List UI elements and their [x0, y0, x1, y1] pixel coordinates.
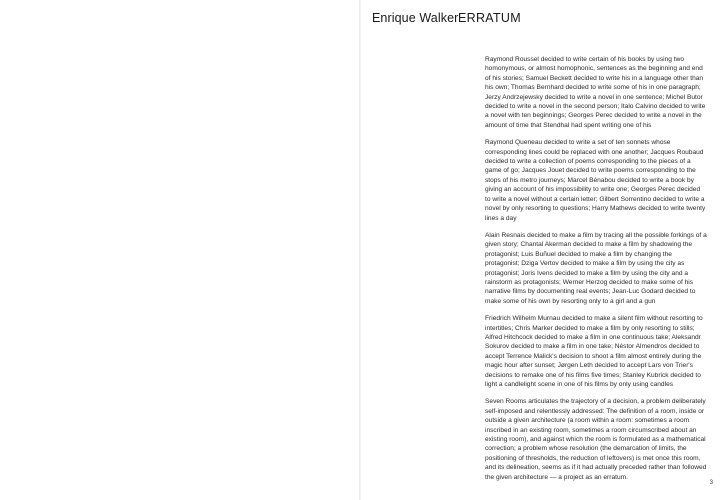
body-text — [485, 55, 707, 490]
chapter-title: ERRATUM — [458, 11, 521, 25]
paragraph: Raymond Queneau decided to write a set of ten sonnets whose corresponding lines could be replaced with one another; Jacques Roubaud decided to write a collection of poems corresponding to the pieces of a game of go; Jacques Jouet decided to write poems corresponding to the stops of his metro journeys; Marcel Bénabou decided to write a book by giving an account of his impossibility to write one; Georges Perec decided to write a novel without a certain letter; Gilbert Sorrentino decided to write a novel by only resorting to questions; Harry Mathews decided to write twenty lines a day — [485, 139, 706, 222]
paragraph: Seven Rooms articulates the trajectory of a decision, a problem deliberately self-imposed and relentlessly addressed: The definition of a room, inside or outside a given architecture (a room within a room: sometimes a room inscribed in an existing room, sometimes a room circumscribed about an existing room), and against which the room is formulated as a mathematical correction; a problem whose resolution (the demarcation of limits, the positioning of thresholds, the reduction of leftovers) is met once this room, and its delineation, seems as if it had actually preceded rather than followed the given architecture — a project as an erratum. — [485, 398, 707, 481]
paragraph: Raymond Roussel decided to write certain of his books by using two homonymous, or almost homophonic, sentences as the beginning and end of his stories; Samuel Beckett decided to write his in a language other than his own; Thomas Bernhard decided to write some of his in one paragraph; Jerzy Andrzejewsky decided to write a novel in one sentence; Michel Butor decided to write a novel in the second person; Italo Calvino decided to write a novel with ten beginnings; Georges Perec decided to write a novel in the amount of time that Stendhal had spent writing one of his — [485, 56, 706, 129]
paragraph: Alain Resnais decided to make a film by tracing all the possible forkings of a given story; Chantal Akerman decided to make a film by shadowing the protagonist; Luis Buñuel decided to make a film by changing the protagonist; Dziga Vertov decided to make a film by using the city as protagonist; Joris Ivens decided to make a film by using the city and a rainstorm as protagonists; Werner Herzog decided to make some of his narrative films by documenting real events; Jean-Luc Godard decided to make some of his own by resorting only to a girl and a gun — [485, 231, 707, 305]
right-page — [361, 0, 720, 500]
paragraph: Friedrich Wilhelm Murnau decided to make a silent film without resorting to intertitles; Chris Marker decided to make a film by only resorting to stills; Alfred Hitchcock decided to make a film in one continuous take; Aleksandr Sokurov decided to make a film in one take; Néstor Almendros decided to accept Terrence Malick's decision to shoot a film almost entirely during the magic hour after sunset; Jørgen Leth decided to accept Lars von Trier's decisions to remake one of his films five times; Stanley Kubrick decided to light a candlelight scene in one of his films by only using candles — [485, 315, 703, 388]
page-number: 3 — [709, 480, 713, 486]
author-name: Enrique Walker — [372, 11, 459, 25]
